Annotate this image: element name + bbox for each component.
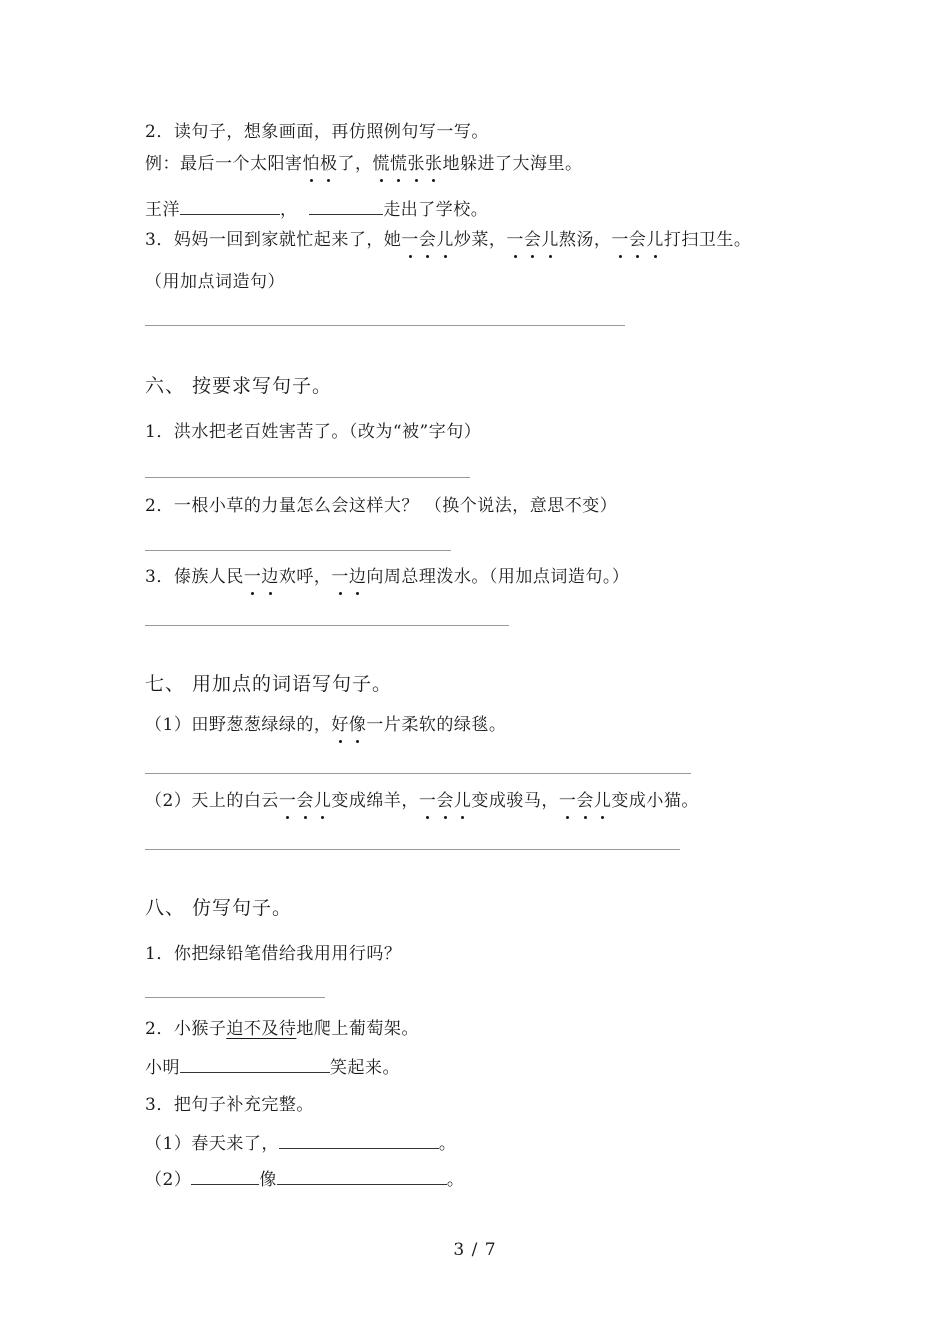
answer-blank[interactable] <box>180 196 280 215</box>
s6-q2: 2．一根小草的力量怎么会这样大？ （换个说法，意思不变） <box>145 496 618 516</box>
dotted-char: 一 <box>331 567 349 587</box>
dotted-char: 一 <box>418 791 437 811</box>
s5-q3-note: （用加点词造句） <box>145 272 285 292</box>
dotted-char: 会 <box>296 791 314 811</box>
dotted-char: 儿 <box>313 791 332 811</box>
answer-blank[interactable] <box>279 1130 439 1149</box>
page-number: 3 / 7 <box>453 1240 497 1260</box>
s6-q3: 3．傣族人民一边欢呼，一边向周总理泼水。（用加点词造句。） <box>145 567 630 587</box>
answer-line[interactable] <box>145 550 451 551</box>
dotted-char: 边 <box>348 567 367 587</box>
dotted-char: 像 <box>348 715 367 735</box>
answer-line[interactable] <box>145 773 691 774</box>
s7-q1: （1）田野葱葱绿绿的，好像一片柔软的绿毯。 <box>145 715 507 735</box>
s8-fill2: 小明 笑起来。 <box>145 1054 400 1080</box>
dotted-char: 极 <box>320 154 338 174</box>
dotted-char: 好 <box>331 715 349 735</box>
dotted-char: 一 <box>558 791 577 811</box>
s5-q3: 3．妈妈一回到家就忙起来了，她一会儿炒菜，一会儿熬汤，一会儿打扫卫生。 <box>145 230 752 250</box>
dotted-char: 怕 <box>302 154 320 174</box>
dotted-char: 会 <box>628 230 647 250</box>
dotted-char: 边 <box>261 567 279 587</box>
answer-blank[interactable] <box>309 196 383 215</box>
dotted-char: 儿 <box>593 791 612 811</box>
answer-blank[interactable] <box>277 1166 447 1185</box>
s5-fill-sentence: 王洋 ， 走出了学校。 <box>145 196 488 222</box>
dotted-char: 一 <box>506 230 524 250</box>
answer-line[interactable] <box>145 849 680 850</box>
dotted-char: 会 <box>418 230 437 250</box>
s5-q2-title: 2．读句子，想象画面，再仿照例句写一写。 <box>145 122 489 142</box>
answer-line[interactable] <box>145 997 325 998</box>
dotted-char: 张 <box>425 154 443 174</box>
dotted-char: 会 <box>576 791 594 811</box>
s8-q2: 2．小猴子迫不及待地爬上葡萄架。 <box>145 1019 419 1039</box>
s6-q1: 1．洪水把老百姓害苦了。（改为“被”字句） <box>145 422 482 442</box>
dotted-char: 儿 <box>453 791 472 811</box>
dotted-char: 儿 <box>646 230 664 250</box>
answer-line[interactable] <box>145 477 470 478</box>
answer-blank[interactable] <box>191 1166 259 1185</box>
dotted-char: 张 <box>407 154 425 174</box>
dotted-char: 会 <box>436 791 454 811</box>
s5-example-sentence: 例：最后一个太阳害怕极了，慌慌张张地躲进了大海里。 <box>145 154 583 174</box>
s8-sub1: （1）春天来了， 。 <box>145 1130 456 1156</box>
underlined-word: 迫不及待 <box>226 1019 297 1039</box>
dotted-char: 儿 <box>541 230 559 250</box>
dotted-char: 一 <box>401 230 419 250</box>
dotted-char: 慌 <box>390 154 408 174</box>
s8-q1: 1．你把绿铅笔借给我用用行吗？ <box>145 944 402 964</box>
s8-sub2: （2） 像 。 <box>145 1166 464 1192</box>
dotted-char: 一 <box>243 567 262 587</box>
answer-blank[interactable] <box>180 1054 330 1073</box>
s8-q3: 3．把句子补充完整。 <box>145 1095 314 1115</box>
section-heading: 八、 仿写句子。 <box>145 897 293 919</box>
section-heading: 六、 按要求写句子。 <box>145 375 333 397</box>
dotted-char: 会 <box>523 230 542 250</box>
s7-q2: （2）天上的白云一会儿变成绵羊，一会儿变成骏马，一会儿变成小猫。 <box>145 791 699 811</box>
section-heading: 七、 用加点的词语写句子。 <box>145 673 393 695</box>
answer-line[interactable] <box>145 625 509 626</box>
dotted-char: 一 <box>611 230 629 250</box>
dotted-char: 慌 <box>372 154 390 174</box>
dotted-char: 儿 <box>436 230 454 250</box>
answer-line[interactable] <box>145 325 625 326</box>
dotted-char: 一 <box>278 791 297 811</box>
